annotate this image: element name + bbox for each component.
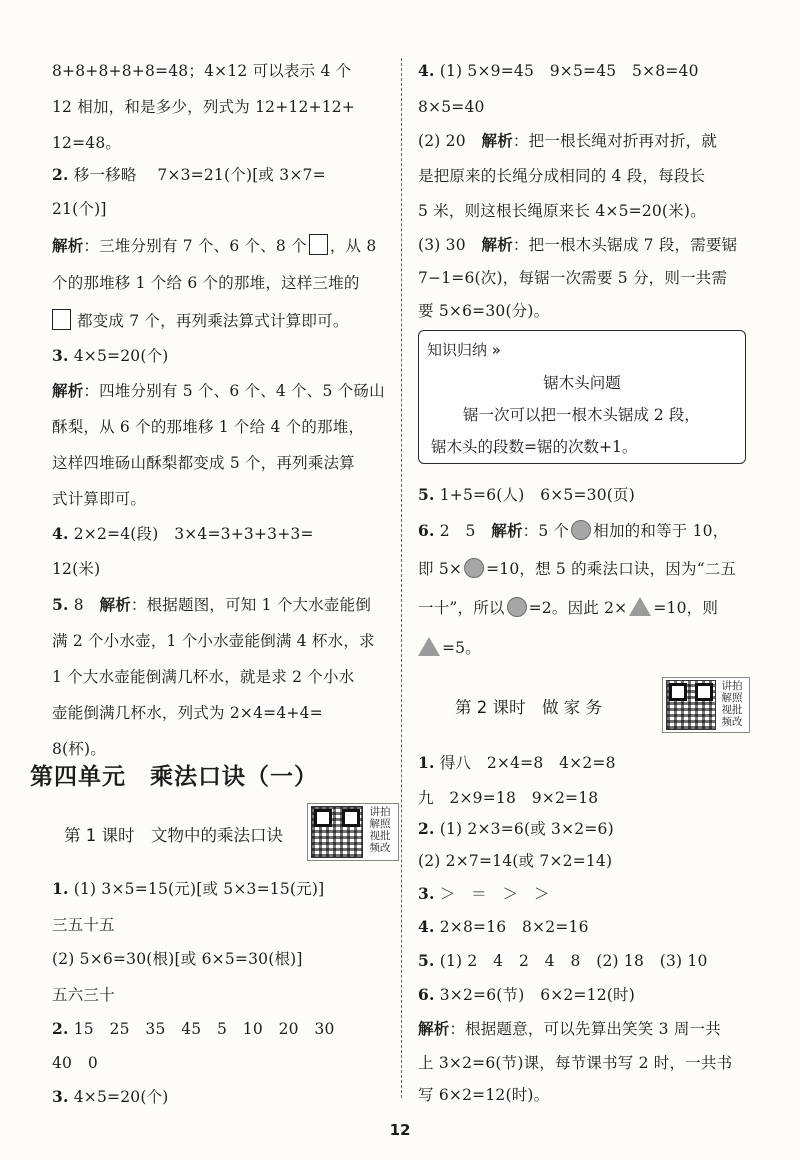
unit-title: 第四单元 乘法口诀（一） — [30, 764, 318, 790]
explanation-text: ：三堆分别有 7 个、6 个、8 个 — [83, 237, 307, 255]
explanation-line: 上 3×2=6(节)课，每节课书写 2 时，一共书 — [418, 1054, 733, 1072]
question-number: 4. — [418, 917, 435, 936]
answer-text: (2) 20 — [418, 132, 466, 150]
blank-box-icon — [52, 309, 71, 330]
answer-text: 2 5 — [439, 522, 476, 540]
question-number: 4. — [418, 61, 435, 80]
text-line: 九 2×9=18 9×2=18 — [418, 789, 599, 807]
lesson1-answer-1 — [52, 878, 324, 900]
answer-text: 得八 2×4=8 4×2=8 — [439, 754, 616, 772]
question-number: 3. — [52, 346, 69, 365]
text-line: 8×5=40 — [418, 98, 485, 116]
qr-caption-line: 视批 — [721, 704, 743, 716]
question-number: 6. — [418, 985, 435, 1004]
lesson2-answer-6 — [418, 984, 635, 1006]
explanation-line: 壶能倒满几杯水，列式为 2×4=4+4= — [52, 704, 323, 722]
explanation-text: =10，想 5 的乘法口诀，因为“二五 — [486, 560, 737, 578]
qr-caption-line: 讲拍 — [369, 806, 391, 818]
explanation-text: =10，则 — [653, 599, 719, 617]
answer-text: 15 25 35 45 5 10 20 30 — [73, 1020, 335, 1038]
lesson1-answer-3 — [52, 1086, 169, 1108]
text-line: (2) 2×7=14(或 7×2=14) — [418, 852, 613, 870]
knowledge-line: 锯木头的段数=锯的次数+1。 — [431, 438, 638, 456]
explanation-label: 解析 — [481, 131, 513, 150]
answer-6 — [418, 520, 728, 542]
question-number: 2. — [52, 1019, 69, 1038]
explanation-line: 5 米，则这根长绳原来长 4×5=20(米)。 — [418, 202, 706, 220]
explanation-text: 一十”，所以 — [418, 599, 505, 617]
explanation-text: ：根据题意，可以先算出笑笑 3 周一共 — [449, 1020, 721, 1038]
answer-text: 2×8=16 8×2=16 — [439, 918, 589, 936]
question-number: 1. — [52, 879, 69, 898]
qr-caption-line: 频改 — [369, 842, 391, 854]
answer-text: 3×2=6(节) 6×2=12(时) — [439, 986, 636, 1004]
knowledge-line: 锯一次可以把一根木头锯成 2 段， — [463, 406, 700, 424]
lesson-2-title: 第 2 课时 做 家 务 — [455, 698, 602, 717]
explanation-line — [418, 234, 737, 256]
question-number: 4. — [52, 524, 69, 543]
qr-caption-line: 解照 — [721, 692, 743, 704]
answer-text: 8 — [73, 596, 84, 614]
lesson-1-title: 第 1 课时 文物中的乘法口诀 — [64, 826, 283, 845]
qr-code-panel[interactable] — [662, 677, 750, 733]
explanation-line — [418, 130, 717, 152]
answer-text: 4×5=20(个) — [73, 347, 169, 365]
answer-4 — [52, 523, 314, 545]
explanation-line: 1 个大水壶能倒满几杯水，就是求 2 个小水 — [52, 668, 355, 686]
explanation-text: =5。 — [442, 639, 481, 657]
page-number: 12 — [389, 1121, 411, 1139]
explanation-label: 解析 — [52, 236, 84, 255]
qr-caption-line: 频改 — [721, 716, 743, 728]
answer-text: 2×2=4(段) 3×4=3+3+3+3= — [73, 525, 314, 543]
knowledge-title: 锯木头问题 — [543, 374, 621, 392]
explanation-label: 解析 — [418, 1019, 450, 1038]
answer-text: (3) 30 — [418, 236, 466, 254]
knowledge-summary-box — [418, 330, 746, 464]
answer-text: 1+5=6(人) 6×5=30(页) — [439, 486, 636, 504]
explanation-label: 解析 — [481, 235, 513, 254]
qr-caption — [366, 806, 394, 854]
explanation-line: 满 2 个小水壶，1 个小水壶能倒满 4 杯水，求 — [52, 632, 375, 650]
lesson1-answer-2 — [52, 1018, 335, 1040]
question-number: 3. — [52, 1087, 69, 1106]
question-number: 3. — [418, 884, 435, 903]
question-number: 5. — [418, 951, 435, 970]
knowledge-tag: 知识归纳 » — [427, 341, 501, 359]
explanation-text: 都变成 7 个，再列乘法算式计算即可。 — [77, 312, 349, 330]
answer-5 — [52, 594, 371, 616]
answer-text: 4×5=20(个) — [73, 1088, 169, 1106]
lesson2-answer-5 — [418, 950, 708, 972]
triangle-shape-icon — [418, 637, 440, 656]
answer-text: (1) 2 4 2 4 8 (2) 18 (3) 10 — [439, 952, 708, 970]
explanation-text: ：5 个 — [522, 522, 570, 540]
explanation-line: 这样四堆砀山酥梨都变成 5 个，再列乘法算 — [52, 454, 355, 472]
explanation-line: 式计算即可。 — [52, 490, 147, 508]
explanation-line: 个的那堆移 1 个给 6 个的那堆，这样三堆的 — [52, 274, 360, 292]
explanation-text: ：把一根长绳对折再对折，就 — [512, 132, 718, 150]
answer-text: (1) 5×9=45 9×5=45 5×8=40 — [439, 62, 699, 80]
answer-text: (1) 2×3=6(或 3×2=6) — [439, 820, 614, 838]
explanation-line: 7−1=6(次)，每锯一次需要 5 分，则一共需 — [418, 269, 728, 287]
blank-box-icon — [309, 234, 328, 255]
explanation-text: ：根据题图，可知 1 个大水壶能倒 — [130, 596, 372, 614]
explanation-text: ，从 8 — [329, 237, 377, 255]
explanation-label: 解析 — [52, 381, 84, 400]
answer-text: (1) 3×5=15(元)[或 5×3=15(元)] — [73, 880, 325, 898]
triangle-shape-icon — [629, 597, 651, 616]
explanation-label: 解析 — [99, 595, 131, 614]
explanation-line — [418, 1018, 721, 1040]
explanation-line — [52, 234, 376, 257]
answer-2 — [52, 164, 326, 186]
answer-3 — [52, 345, 169, 367]
text-line: 21(个)] — [52, 200, 107, 218]
question-number: 5. — [52, 595, 69, 614]
qr-caption-line: 讲拍 — [721, 680, 743, 692]
explanation-line — [418, 597, 718, 619]
qr-caption-line: 视批 — [369, 830, 391, 842]
question-number: 6. — [418, 521, 435, 540]
explanation-line: 8(杯)。 — [52, 740, 106, 758]
explanation-line — [52, 309, 349, 332]
question-number: 2. — [418, 819, 435, 838]
column-divider — [401, 58, 402, 1098]
question-number: 1. — [418, 753, 435, 772]
explanation-line — [418, 637, 481, 659]
explanation-text: =2。因此 2× — [528, 599, 628, 617]
lesson2-answer-1 — [418, 752, 616, 774]
text-line: (2) 5×6=30(根)[或 6×5=30(根)] — [52, 950, 303, 968]
answer-5 — [418, 484, 635, 506]
circle-shape-icon — [507, 597, 527, 617]
explanation-line: 是把原来的长绳分成相同的 4 段，每段长 — [418, 167, 706, 185]
qr-caption-line: 解照 — [369, 818, 391, 830]
explanation-text: ：四堆分别有 5 个、6 个、4 个、5 个砀山 — [83, 382, 385, 400]
explanation-line — [418, 558, 736, 580]
explanation-text: 即 5× — [418, 560, 463, 578]
circle-shape-icon — [464, 558, 484, 578]
text-line: 12(米) — [52, 560, 101, 578]
explanation-line: 写 6×2=12(时)。 — [418, 1086, 550, 1104]
explanation-text: 相加的和等于 10， — [593, 522, 729, 540]
text-line: 12=48。 — [52, 134, 122, 152]
text-line: 12 相加，和是多少，列式为 12+12+12+ — [52, 98, 356, 116]
answer-4 — [418, 60, 699, 82]
lesson2-answer-2 — [418, 818, 614, 840]
explanation-line: 要 5×6=30(分)。 — [418, 302, 550, 320]
lesson2-answer-3 — [418, 883, 550, 905]
qr-code-icon[interactable] — [666, 680, 716, 730]
question-number: 5. — [418, 485, 435, 504]
answer-text: 7×3=21(个)[或 3×7= — [157, 166, 326, 184]
text-line: 40 0 — [52, 1054, 98, 1072]
text-line: 8+8+8+8+8=48；4×12 可以表示 4 个 — [52, 62, 352, 80]
text-line: 三五十五 — [52, 916, 115, 934]
answer-text: 移一移略 — [73, 166, 137, 184]
circle-shape-icon — [571, 520, 591, 540]
text-line: 五六三十 — [52, 986, 115, 1004]
qr-caption — [718, 680, 746, 728]
lesson2-answer-4 — [418, 916, 589, 938]
qr-code-icon[interactable] — [311, 806, 363, 858]
question-number: 2. — [52, 165, 69, 184]
qr-code-panel[interactable] — [307, 803, 399, 861]
answer-text: ＞ ＝ ＞ ＞ — [439, 885, 550, 903]
explanation-text: ：把一根木头锯成 7 段，需要锯 — [512, 236, 738, 254]
explanation-line — [52, 380, 385, 402]
explanation-line: 酥梨，从 6 个的那堆移 1 个给 4 个的那堆， — [52, 418, 365, 436]
explanation-label: 解析 — [491, 521, 523, 540]
